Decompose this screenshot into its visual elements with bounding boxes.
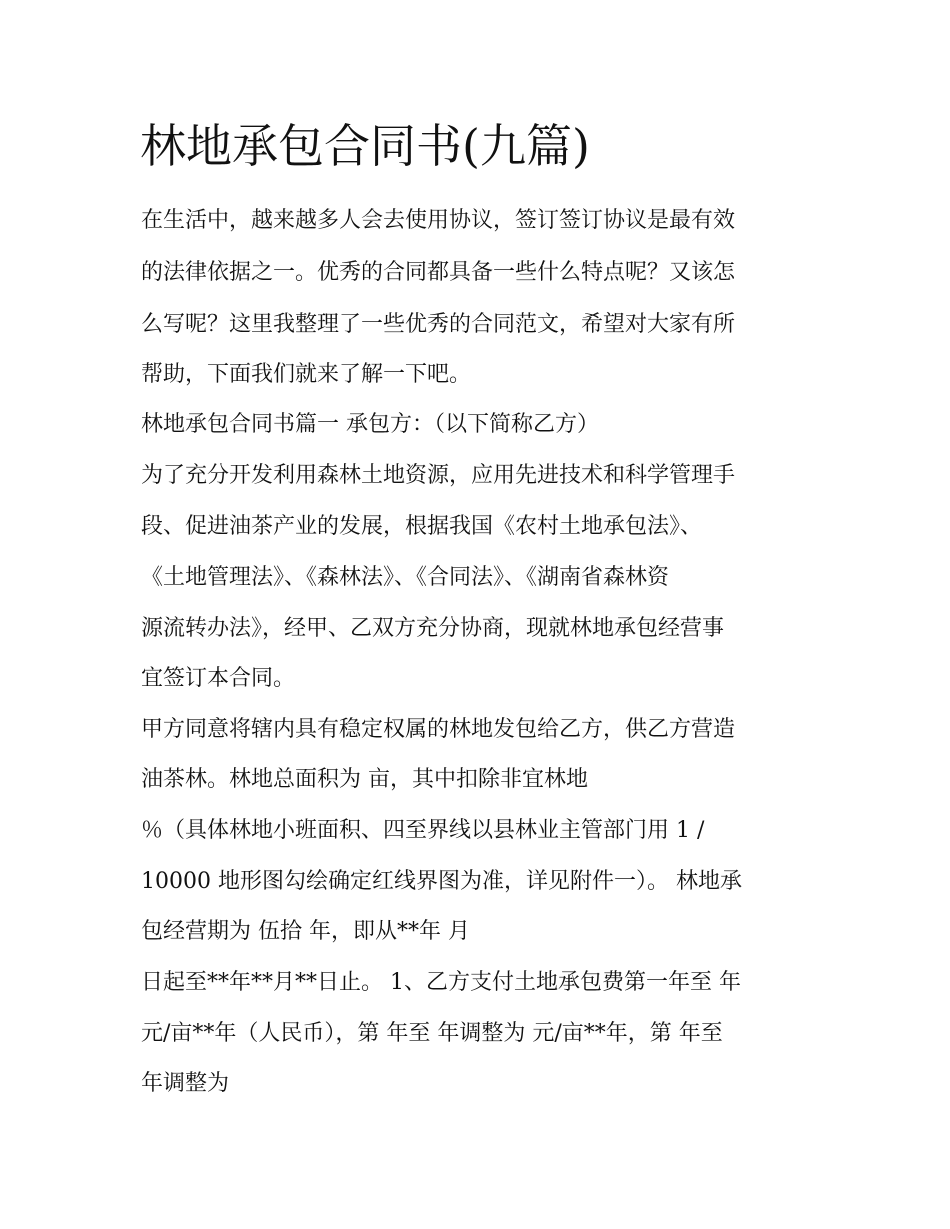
paragraph-line: 甲方同意将辖内具有稳定权属的林地发包给乙方，供乙方营造 bbox=[141, 717, 736, 742]
paragraph-line: 包经营期为 伍拾 年，即从**年 月 bbox=[141, 919, 470, 944]
paragraph-line: ％（具体林地小班面积、四至界线以县林业主管部门用 1 / bbox=[141, 818, 705, 843]
paragraph-line: 油茶林。林地总面积为 亩，其中扣除非宜林地 bbox=[141, 767, 588, 792]
document-title: 林地承包合同书(九篇) bbox=[140, 119, 590, 173]
paragraph-line: 日起至**年**月**日止。 1、乙方支付土地承包费第一年至 年 bbox=[141, 970, 741, 995]
paragraph-line: 帮助，下面我们就来了解一下吧。 bbox=[141, 362, 472, 387]
paragraph-line: 么写呢？这里我整理了一些优秀的合同范文，希望对大家有所 bbox=[141, 312, 736, 337]
paragraph-line: 的法律依据之一。优秀的合同都具备一些什么特点呢？又该怎 bbox=[141, 260, 736, 285]
paragraph-line: 段、促进油茶产业的发展，根据我国《农村土地承包法》、 bbox=[141, 514, 703, 539]
paragraph-line: 源流转办法》，经甲、乙双方充分协商，现就林地承包经营事 bbox=[141, 616, 725, 641]
paragraph-line: 为了充分开发利用森林土地资源，应用先进技术和科学管理手 bbox=[141, 463, 736, 488]
paragraph-line: 10000 地形图勾绘确定红线界图为准，详见附件一）。 林地承 bbox=[141, 869, 742, 894]
paragraph-line: 在生活中，越来越多人会去使用协议，签订签订协议是最有效 bbox=[141, 208, 736, 233]
paragraph-line: 元/亩**年（人民币），第 年至 年调整为 元/亩**年，第 年至 bbox=[141, 1021, 723, 1046]
paragraph-line: 年调整为 bbox=[141, 1071, 230, 1096]
paragraph-line: 《土地管理法》、《森林法》、《合同法》、《湖南省森林资 bbox=[141, 565, 670, 590]
section-heading-line: 林地承包合同书篇一 承包方：（以下简称乙方） bbox=[141, 412, 599, 437]
paragraph-line: 宜签订本合同。 bbox=[141, 666, 296, 691]
